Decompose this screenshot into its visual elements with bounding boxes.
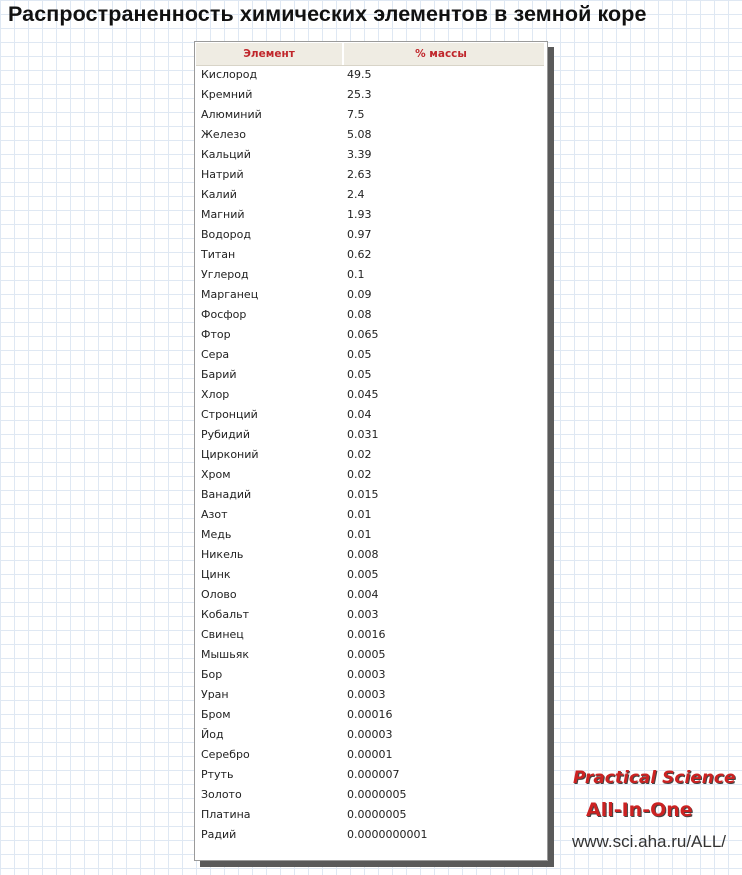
table-row [195,565,547,585]
table-row [195,505,547,525]
element-name-cell: Никель [201,548,244,561]
table-row [195,485,547,505]
element-name-cell: Мышьяк [201,648,249,661]
mass-percent-cell: 0.00016 [347,708,393,721]
table-row [195,125,547,145]
table-row [195,825,547,845]
element-name-cell: Кобальт [201,608,249,621]
element-name-cell: Марганец [201,288,259,301]
mass-percent-cell: 0.05 [347,368,372,381]
table-row [195,605,547,625]
element-name-cell: Хлор [201,388,230,401]
element-name-cell: Бор [201,668,223,681]
mass-percent-cell: 0.065 [347,328,379,341]
mass-percent-cell: 0.0003 [347,688,386,701]
mass-percent-cell: 5.08 [347,128,372,141]
table-header [196,43,544,66]
mass-percent-cell: 0.62 [347,248,372,261]
mass-percent-cell: 0.97 [347,228,372,241]
element-name-cell: Йод [201,728,224,741]
mass-percent-cell: 0.08 [347,308,372,321]
element-name-cell: Ртуть [201,768,234,781]
table-row [195,805,547,825]
element-name-cell: Углерод [201,268,249,281]
element-name-cell: Свинец [201,628,244,641]
element-name-cell: Радий [201,828,237,841]
mass-percent-cell: 0.01 [347,528,372,541]
element-name-cell: Цирконий [201,448,259,461]
table-row [195,185,547,205]
mass-percent-cell: 0.0000005 [347,788,407,801]
element-name-cell: Серебро [201,748,250,761]
table-row [195,765,547,785]
mass-percent-cell: 0.000007 [347,768,400,781]
table-row [195,325,547,345]
element-name-cell: Фтор [201,328,231,341]
table-row [195,245,547,265]
table-row [195,385,547,405]
mass-percent-cell: 0.04 [347,408,372,421]
element-name-cell: Железо [201,128,246,141]
mass-percent-cell: 0.015 [347,488,379,501]
table-row [195,405,547,425]
mass-percent-cell: 0.0000005 [347,808,407,821]
element-name-cell: Медь [201,528,232,541]
table-row [195,645,547,665]
element-name-cell: Стронций [201,408,258,421]
element-name-cell: Рубидий [201,428,250,441]
table-row [195,585,547,605]
table-row [195,745,547,765]
mass-percent-cell: 0.1 [347,268,365,281]
table-row [195,305,547,325]
table-row [195,705,547,725]
table-row [195,65,547,85]
element-name-cell: Кислород [201,68,258,81]
table-row [195,465,547,485]
table-row [195,785,547,805]
element-name-cell: Уран [201,688,229,701]
table-row [195,685,547,705]
mass-percent-cell: 0.003 [347,608,379,621]
mass-percent-cell: 0.0000000001 [347,828,428,841]
table-row [195,205,547,225]
mass-percent-cell: 3.39 [347,148,372,161]
table-row [195,425,547,445]
table-row [195,285,547,305]
table-row [195,665,547,685]
mass-percent-cell: 0.031 [347,428,379,441]
element-name-cell: Олово [201,588,237,601]
header-mass-percent: % массы [415,48,467,60]
element-name-cell: Сера [201,348,230,361]
watermark-line2: All-In-One [586,799,693,821]
header-element: Элемент [196,43,344,65]
table-row [195,725,547,745]
mass-percent-cell: 0.0016 [347,628,386,641]
element-name-cell: Ванадий [201,488,252,501]
table-row [195,145,547,165]
element-name-cell: Титан [201,248,236,261]
element-name-cell: Бром [201,708,231,721]
element-name-cell: Натрий [201,168,244,181]
watermark-url: www.sci.aha.ru/ALL/ [572,832,727,851]
element-name-cell: Водород [201,228,251,241]
mass-percent-cell: 0.09 [347,288,372,301]
mass-percent-cell: 0.05 [347,348,372,361]
element-name-cell: Калий [201,188,237,201]
table-row [195,265,547,285]
mass-percent-cell: 0.0005 [347,648,386,661]
mass-percent-cell: 49.5 [347,68,372,81]
mass-percent-cell: 0.00001 [347,748,393,761]
element-name-cell: Хром [201,468,231,481]
table-row [195,345,547,365]
element-name-cell: Барий [201,368,237,381]
mass-percent-cell: 0.004 [347,588,379,601]
mass-percent-cell: 0.0003 [347,668,386,681]
table-row [195,545,547,565]
table-row [195,165,547,185]
element-name-cell: Золото [201,788,242,801]
page-title: Распространенность химических элементов в земной коре [8,2,647,26]
element-name-cell: Алюминий [201,108,262,121]
table-row [195,445,547,465]
table-row [195,525,547,545]
element-name-cell: Кремний [201,88,253,101]
mass-percent-cell: 0.01 [347,508,372,521]
element-name-cell: Платина [201,808,251,821]
abundance-table [194,41,548,861]
mass-percent-cell: 0.02 [347,468,372,481]
mass-percent-cell: 25.3 [347,88,372,101]
mass-percent-cell: 0.02 [347,448,372,461]
mass-percent-cell: 0.005 [347,568,379,581]
element-name-cell: Магний [201,208,245,221]
table-row [195,625,547,645]
watermark-line1: Practical Science [573,768,736,788]
mass-percent-cell: 0.008 [347,548,379,561]
mass-percent-cell: 0.00003 [347,728,393,741]
mass-percent-cell: 2.63 [347,168,372,181]
mass-percent-cell: 0.045 [347,388,379,401]
table-body [195,65,547,845]
mass-percent-cell: 2.4 [347,188,365,201]
table-row [195,105,547,125]
table-row [195,365,547,385]
element-name-cell: Кальций [201,148,251,161]
element-name-cell: Цинк [201,568,231,581]
mass-percent-cell: 7.5 [347,108,365,121]
table-row [195,225,547,245]
table-row [195,85,547,105]
element-name-cell: Фосфор [201,308,247,321]
element-name-cell: Азот [201,508,228,521]
mass-percent-cell: 1.93 [347,208,372,221]
